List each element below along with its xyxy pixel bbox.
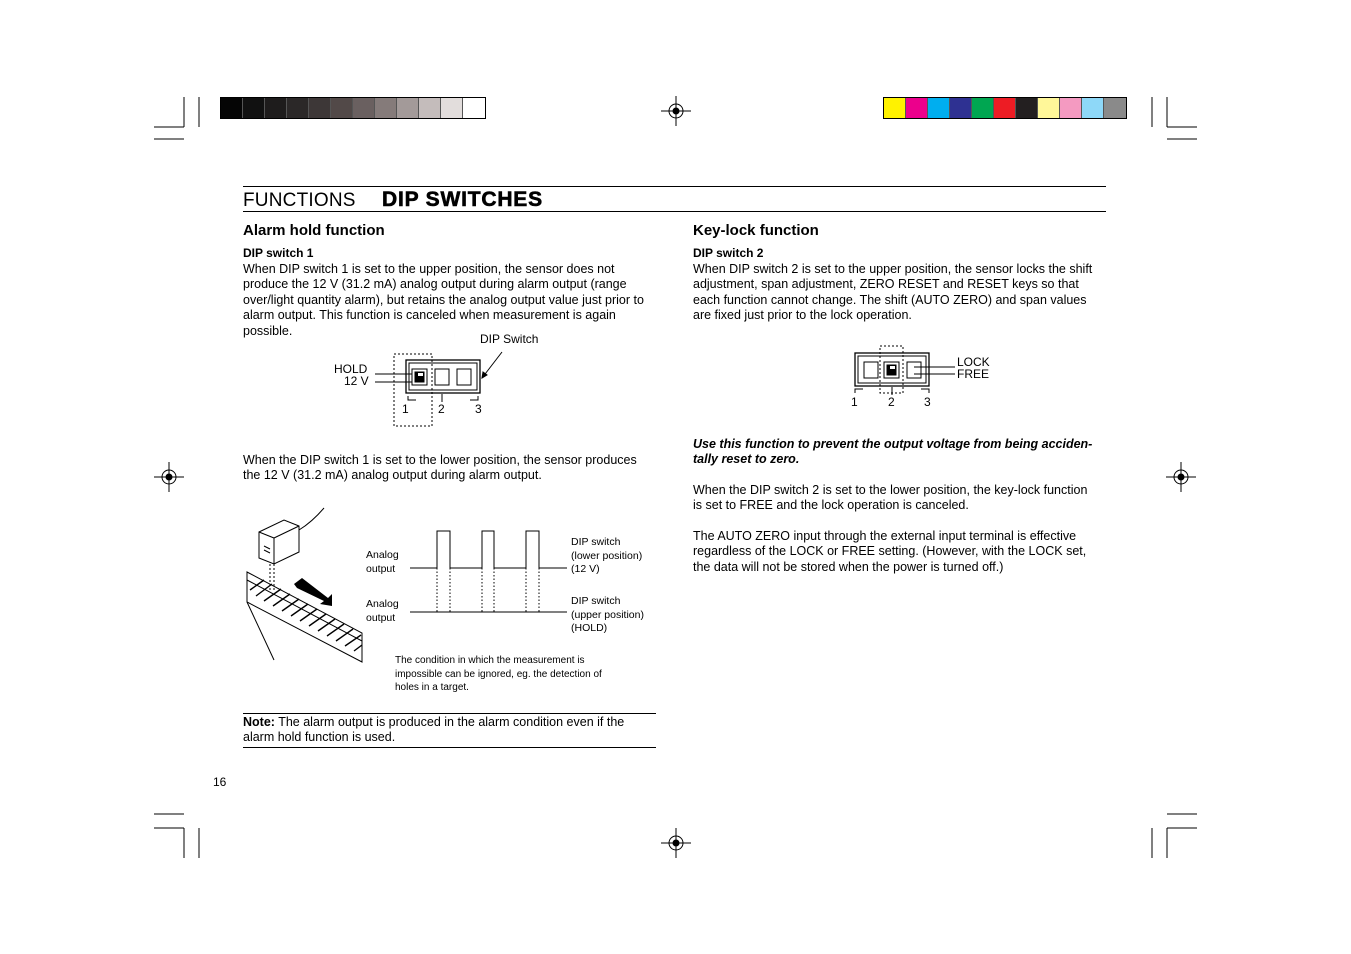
section-header [243, 186, 1106, 212]
color-swatch [928, 98, 950, 118]
text-line: DIP switch [571, 595, 621, 607]
dip-switch-1-subtitle: DIP switch 1 [243, 246, 314, 260]
note-box [243, 713, 656, 748]
text-line: (HOLD) [571, 622, 608, 634]
alarm-hold-paragraph-1 [243, 262, 663, 339]
color-bar [883, 97, 1127, 119]
registration-mark-right [1166, 462, 1196, 492]
color-swatch [972, 98, 994, 118]
color-swatch [221, 98, 243, 118]
text-line: regardless of the LOCK or FREE setting. (However, with the LOCK set, [693, 544, 1087, 559]
color-swatch [375, 98, 397, 118]
text-line: output [366, 611, 396, 624]
color-swatch [1060, 98, 1082, 118]
text-line: the 12 V (31.2 mA) analog output during alarm output. [243, 468, 542, 483]
color-swatch [463, 98, 485, 118]
text-line: When DIP switch 2 is set to the upper position, the sensor locks the shift [693, 262, 1093, 276]
text-line: the data will not be stored when the power is turned off.) [693, 559, 1004, 574]
color-swatch [950, 98, 972, 118]
text-line: Analog [366, 549, 399, 561]
dip-switch-1-diagram [370, 350, 510, 430]
key-lock-paragraph-2 [693, 483, 1113, 514]
text-line: When the DIP switch 1 is set to the lower position, the sensor produces [243, 453, 637, 467]
color-swatch [906, 98, 928, 118]
key-lock-paragraph-3 [693, 529, 1113, 575]
color-swatch [1016, 98, 1038, 118]
text-line: impossible can be ignored, eg. the detection of [395, 668, 602, 680]
text-line: DIP switch [571, 536, 621, 548]
grayscale-bar [220, 97, 486, 119]
registration-mark-bottom [661, 828, 691, 858]
switch-number-2: 2 [888, 395, 895, 409]
note-line-1 [243, 715, 656, 730]
color-swatch [441, 98, 463, 118]
color-swatch [1104, 98, 1126, 118]
text-line: When the DIP switch 2 is set to the lower position, the key-lock function [693, 483, 1088, 497]
waveform-caption [395, 654, 602, 695]
text-line: The condition in which the measurement is [395, 655, 585, 666]
color-swatch [1082, 98, 1104, 118]
alarm-hold-title: Alarm hold function [243, 222, 385, 239]
text-line: adjustment, span adjustment, ZERO RESET and RESET keys so that [693, 277, 1079, 292]
dip-switch-2-diagram [850, 345, 960, 405]
dip-lower-position-label [571, 536, 642, 577]
color-swatch [1038, 98, 1060, 118]
text-line: Analog [366, 598, 399, 610]
text-line: alarm output. This function is canceled when measurement is again [243, 308, 616, 323]
sensor-illustration [244, 500, 369, 665]
12v-label: 12 V [344, 374, 369, 388]
key-lock-warning [693, 437, 1113, 468]
note-text-1: The alarm output is produced in the alarm condition even if the [274, 715, 625, 729]
text-line: The AUTO ZERO input through the external input terminal is effective [693, 529, 1077, 543]
color-swatch [331, 98, 353, 118]
text-line: Use this function to prevent the output voltage from being acciden- [693, 437, 1093, 451]
color-swatch [353, 98, 375, 118]
color-swatch [419, 98, 441, 118]
text-line: over/light quantity alarm), but retains the analog output value just prior to [243, 292, 644, 307]
text-line: are fixed just prior to the lock operation. [693, 308, 912, 323]
switch-number-3: 3 [924, 395, 931, 409]
key-lock-paragraph-1 [693, 262, 1113, 324]
analog-output-label-2 [366, 598, 399, 625]
text-line: (lower position) [571, 549, 643, 562]
switch-number-1: 1 [402, 402, 409, 416]
registration-mark-top [661, 96, 691, 126]
hold-label: HOLD [334, 362, 368, 376]
color-swatch [287, 98, 309, 118]
lock-label: LOCK [957, 355, 990, 369]
switch-number-3: 3 [475, 402, 482, 416]
text-line: each function cannot change. The shift (AUTO ZERO) and span values [693, 292, 1087, 307]
registration-mark-left [154, 462, 184, 492]
text-line: output [366, 562, 396, 575]
dip-upper-position-label [571, 595, 644, 636]
color-swatch [265, 98, 287, 118]
color-swatch [994, 98, 1016, 118]
dip-switch-2-subtitle: DIP switch 2 [693, 246, 764, 260]
analog-output-waveform [405, 528, 575, 618]
page-number: 16 [213, 775, 227, 789]
note-text-2: alarm hold function is used. [243, 730, 396, 745]
text-line: holes in a target. [395, 682, 469, 693]
text-line: possible. [243, 323, 293, 338]
color-swatch [884, 98, 906, 118]
dip-switch-label: DIP Switch [480, 332, 539, 346]
header-dip-switches: DIP SWITCHES [382, 188, 543, 211]
color-swatch [243, 98, 265, 118]
note-label: Note: [243, 715, 275, 729]
text-line: (upper position) [571, 608, 644, 621]
text-line: (12 V) [571, 563, 600, 575]
text-line: When DIP switch 1 is set to the upper position, the sensor does not [243, 262, 615, 276]
color-swatch [309, 98, 331, 118]
free-label: FREE [957, 367, 990, 381]
analog-output-label-1 [366, 549, 399, 576]
switch-number-2: 2 [438, 402, 445, 416]
header-functions: FUNCTIONS [243, 190, 356, 211]
key-lock-title: Key-lock function [693, 222, 819, 239]
text-line: is set to FREE and the lock operation is canceled. [693, 498, 969, 513]
alarm-hold-paragraph-2 [243, 453, 663, 484]
switch-number-1: 1 [851, 395, 858, 409]
text-line: tally reset to zero. [693, 452, 800, 467]
color-swatch [397, 98, 419, 118]
text-line: produce the 12 V (31.2 mA) analog output during alarm output (range [243, 277, 627, 292]
